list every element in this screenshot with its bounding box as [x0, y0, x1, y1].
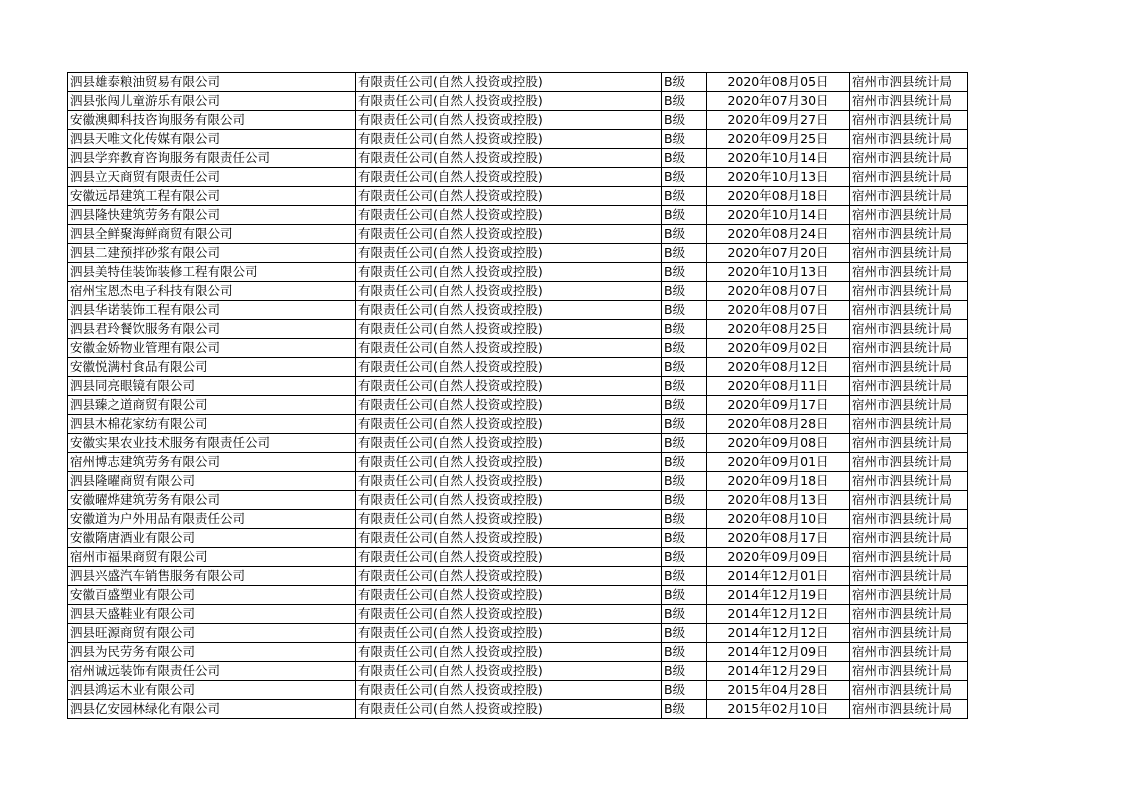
credit-grade-cell: B级: [662, 92, 707, 111]
credit-grade-cell: B级: [662, 700, 707, 719]
credit-grade-cell: B级: [662, 225, 707, 244]
date-cell: 2020年08月17日: [707, 529, 850, 548]
authority-cell: 宿州市泗县统计局: [850, 662, 968, 681]
company-type-cell: 有限责任公司(自然人投资或控股): [356, 396, 662, 415]
date-cell: 2020年08月18日: [707, 187, 850, 206]
table-row: [68, 130, 968, 149]
authority-cell: 宿州市泗县统计局: [850, 358, 968, 377]
credit-grade-cell: B级: [662, 586, 707, 605]
credit-grade-cell: B级: [662, 510, 707, 529]
credit-grade-cell: B级: [662, 263, 707, 282]
date-cell: 2020年10月14日: [707, 206, 850, 225]
credit-grade-cell: B级: [662, 624, 707, 643]
company-name-cell: 安徽百盛塑业有限公司: [68, 586, 356, 605]
authority-cell: 宿州市泗县统计局: [850, 263, 968, 282]
company-type-cell: 有限责任公司(自然人投资或控股): [356, 168, 662, 187]
company-type-cell: 有限责任公司(自然人投资或控股): [356, 491, 662, 510]
company-type-cell: 有限责任公司(自然人投资或控股): [356, 415, 662, 434]
authority-cell: 宿州市泗县统计局: [850, 130, 968, 149]
date-cell: 2014年12月12日: [707, 624, 850, 643]
authority-cell: 宿州市泗县统计局: [850, 244, 968, 263]
authority-cell: 宿州市泗县统计局: [850, 510, 968, 529]
company-name-cell: 泗县华诺装饰工程有限公司: [68, 301, 356, 320]
date-cell: 2020年09月09日: [707, 548, 850, 567]
authority-cell: 宿州市泗县统计局: [850, 149, 968, 168]
table-row: [68, 491, 968, 510]
company-type-cell: 有限责任公司(自然人投资或控股): [356, 263, 662, 282]
company-name-cell: 泗县美特佳装饰装修工程有限公司: [68, 263, 356, 282]
credit-grade-cell: B级: [662, 491, 707, 510]
credit-grade-cell: B级: [662, 662, 707, 681]
credit-grade-cell: B级: [662, 130, 707, 149]
date-cell: 2015年04月28日: [707, 681, 850, 700]
credit-grade-cell: B级: [662, 434, 707, 453]
company-type-cell: 有限责任公司(自然人投资或控股): [356, 73, 662, 92]
credit-grade-cell: B级: [662, 73, 707, 92]
company-name-cell: 安徽道为户外用品有限责任公司: [68, 510, 356, 529]
credit-grade-cell: B级: [662, 339, 707, 358]
credit-grade-cell: B级: [662, 377, 707, 396]
company-type-cell: 有限责任公司(自然人投资或控股): [356, 643, 662, 662]
table-row: [68, 434, 968, 453]
company-type-cell: 有限责任公司(自然人投资或控股): [356, 472, 662, 491]
table-row: [68, 111, 968, 130]
company-name-cell: 泗县木棉花家纺有限公司: [68, 415, 356, 434]
table-row: [68, 567, 968, 586]
company-name-cell: 安徽澳卿科技咨询服务有限公司: [68, 111, 356, 130]
date-cell: 2020年08月24日: [707, 225, 850, 244]
authority-cell: 宿州市泗县统计局: [850, 206, 968, 225]
authority-cell: 宿州市泗县统计局: [850, 339, 968, 358]
credit-grade-cell: B级: [662, 301, 707, 320]
date-cell: 2020年10月13日: [707, 263, 850, 282]
authority-cell: 宿州市泗县统计局: [850, 605, 968, 624]
authority-cell: 宿州市泗县统计局: [850, 472, 968, 491]
table-row: [68, 453, 968, 472]
authority-cell: 宿州市泗县统计局: [850, 301, 968, 320]
company-name-cell: 安徽远昂建筑工程有限公司: [68, 187, 356, 206]
credit-grade-cell: B级: [662, 187, 707, 206]
table-row: [68, 263, 968, 282]
date-cell: 2020年09月17日: [707, 396, 850, 415]
company-type-cell: 有限责任公司(自然人投资或控股): [356, 529, 662, 548]
credit-grade-cell: B级: [662, 358, 707, 377]
table-row: [68, 548, 968, 567]
credit-grade-cell: B级: [662, 567, 707, 586]
table-row: [68, 605, 968, 624]
authority-cell: 宿州市泗县统计局: [850, 168, 968, 187]
date-cell: 2014年12月09日: [707, 643, 850, 662]
company-name-cell: 泗县同亮眼镜有限公司: [68, 377, 356, 396]
table-row: [68, 225, 968, 244]
credit-grade-cell: B级: [662, 529, 707, 548]
company-name-cell: 泗县全鲜聚海鲜商贸有限公司: [68, 225, 356, 244]
table-row: [68, 168, 968, 187]
credit-grade-cell: B级: [662, 168, 707, 187]
table-row: [68, 662, 968, 681]
authority-cell: 宿州市泗县统计局: [850, 586, 968, 605]
company-type-cell: 有限责任公司(自然人投资或控股): [356, 111, 662, 130]
table-row: [68, 529, 968, 548]
date-cell: 2020年08月28日: [707, 415, 850, 434]
date-cell: 2020年08月11日: [707, 377, 850, 396]
company-type-cell: 有限责任公司(自然人投资或控股): [356, 700, 662, 719]
table-row: [68, 510, 968, 529]
date-cell: 2020年09月25日: [707, 130, 850, 149]
table-row: [68, 700, 968, 719]
table-body: [68, 73, 968, 719]
date-cell: 2020年07月20日: [707, 244, 850, 263]
company-type-cell: 有限责任公司(自然人投资或控股): [356, 358, 662, 377]
table-row: [68, 396, 968, 415]
authority-cell: 宿州市泗县统计局: [850, 434, 968, 453]
company-type-cell: 有限责任公司(自然人投资或控股): [356, 301, 662, 320]
date-cell: 2020年08月13日: [707, 491, 850, 510]
authority-cell: 宿州市泗县统计局: [850, 73, 968, 92]
company-name-cell: 泗县天盛鞋业有限公司: [68, 605, 356, 624]
table-row: [68, 472, 968, 491]
table-row: [68, 320, 968, 339]
company-name-cell: 安徽隋唐酒业有限公司: [68, 529, 356, 548]
company-type-cell: 有限责任公司(自然人投资或控股): [356, 377, 662, 396]
company-name-cell: 泗县立天商贸有限责任公司: [68, 168, 356, 187]
company-type-cell: 有限责任公司(自然人投资或控股): [356, 453, 662, 472]
date-cell: 2020年08月07日: [707, 301, 850, 320]
table-row: [68, 244, 968, 263]
company-name-cell: 泗县二建预拌砂浆有限公司: [68, 244, 356, 263]
company-name-cell: 泗县隆曜商贸有限公司: [68, 472, 356, 491]
authority-cell: 宿州市泗县统计局: [850, 624, 968, 643]
company-type-cell: 有限责任公司(自然人投资或控股): [356, 605, 662, 624]
company-type-cell: 有限责任公司(自然人投资或控股): [356, 662, 662, 681]
table-row: [68, 187, 968, 206]
table-row: [68, 358, 968, 377]
authority-cell: 宿州市泗县统计局: [850, 377, 968, 396]
company-name-cell: 宿州宝恩杰电子科技有限公司: [68, 282, 356, 301]
authority-cell: 宿州市泗县统计局: [850, 548, 968, 567]
company-type-cell: 有限责任公司(自然人投资或控股): [356, 339, 662, 358]
authority-cell: 宿州市泗县统计局: [850, 567, 968, 586]
date-cell: 2020年08月25日: [707, 320, 850, 339]
authority-cell: 宿州市泗县统计局: [850, 92, 968, 111]
company-type-cell: 有限责任公司(自然人投资或控股): [356, 548, 662, 567]
company-name-cell: 泗县天唯文化传媒有限公司: [68, 130, 356, 149]
table-row: [68, 301, 968, 320]
company-type-cell: 有限责任公司(自然人投资或控股): [356, 225, 662, 244]
date-cell: 2014年12月01日: [707, 567, 850, 586]
authority-cell: 宿州市泗县统计局: [850, 282, 968, 301]
table-row: [68, 206, 968, 225]
credit-grade-cell: B级: [662, 415, 707, 434]
date-cell: 2020年08月10日: [707, 510, 850, 529]
company-name-cell: 安徽金娇物业管理有限公司: [68, 339, 356, 358]
credit-grade-cell: B级: [662, 605, 707, 624]
date-cell: 2020年08月12日: [707, 358, 850, 377]
credit-grade-cell: B级: [662, 643, 707, 662]
date-cell: 2015年02月10日: [707, 700, 850, 719]
authority-cell: 宿州市泗县统计局: [850, 187, 968, 206]
company-type-cell: 有限责任公司(自然人投资或控股): [356, 567, 662, 586]
authority-cell: 宿州市泗县统计局: [850, 415, 968, 434]
date-cell: 2020年09月02日: [707, 339, 850, 358]
credit-grade-cell: B级: [662, 396, 707, 415]
company-name-cell: 宿州市福果商贸有限公司: [68, 548, 356, 567]
authority-cell: 宿州市泗县统计局: [850, 111, 968, 130]
company-type-cell: 有限责任公司(自然人投资或控股): [356, 149, 662, 168]
date-cell: 2020年09月18日: [707, 472, 850, 491]
company-type-cell: 有限责任公司(自然人投资或控股): [356, 92, 662, 111]
date-cell: 2014年12月29日: [707, 662, 850, 681]
credit-grade-cell: B级: [662, 320, 707, 339]
company-name-cell: 泗县张闯儿童游乐有限公司: [68, 92, 356, 111]
company-type-cell: 有限责任公司(自然人投资或控股): [356, 206, 662, 225]
company-name-cell: 泗县学弈教育咨询服务有限责任公司: [68, 149, 356, 168]
table-row: [68, 92, 968, 111]
authority-cell: 宿州市泗县统计局: [850, 491, 968, 510]
company-name-cell: 泗县为民劳务有限公司: [68, 643, 356, 662]
company-name-cell: 泗县鸿运木业有限公司: [68, 681, 356, 700]
table-row: [68, 415, 968, 434]
date-cell: 2020年10月13日: [707, 168, 850, 187]
company-type-cell: 有限责任公司(自然人投资或控股): [356, 681, 662, 700]
credit-grade-cell: B级: [662, 681, 707, 700]
company-name-cell: 泗县君玲餐饮服务有限公司: [68, 320, 356, 339]
company-type-cell: 有限责任公司(自然人投资或控股): [356, 434, 662, 453]
table-row: [68, 586, 968, 605]
company-type-cell: 有限责任公司(自然人投资或控股): [356, 244, 662, 263]
date-cell: 2020年09月27日: [707, 111, 850, 130]
company-type-cell: 有限责任公司(自然人投资或控股): [356, 320, 662, 339]
credit-grade-cell: B级: [662, 453, 707, 472]
date-cell: 2020年09月08日: [707, 434, 850, 453]
table-row: [68, 73, 968, 92]
company-name-cell: 泗县雄泰粮油贸易有限公司: [68, 73, 356, 92]
company-name-cell: 泗县兴盛汽车销售服务有限公司: [68, 567, 356, 586]
credit-grade-cell: B级: [662, 472, 707, 491]
table-row: [68, 624, 968, 643]
company-name-cell: 泗县旺源商贸有限公司: [68, 624, 356, 643]
date-cell: 2020年08月07日: [707, 282, 850, 301]
date-cell: 2014年12月19日: [707, 586, 850, 605]
authority-cell: 宿州市泗县统计局: [850, 681, 968, 700]
date-cell: 2020年07月30日: [707, 92, 850, 111]
company-name-cell: 泗县隆快建筑劳务有限公司: [68, 206, 356, 225]
company-name-cell: 安徽曜烨建筑劳务有限公司: [68, 491, 356, 510]
date-cell: 2014年12月12日: [707, 605, 850, 624]
company-type-cell: 有限责任公司(自然人投资或控股): [356, 130, 662, 149]
authority-cell: 宿州市泗县统计局: [850, 529, 968, 548]
table-row: [68, 681, 968, 700]
company-name-cell: 宿州诚远装饰有限责任公司: [68, 662, 356, 681]
authority-cell: 宿州市泗县统计局: [850, 643, 968, 662]
table-row: [68, 282, 968, 301]
table-row: [68, 377, 968, 396]
credit-grade-cell: B级: [662, 111, 707, 130]
credit-grade-cell: B级: [662, 206, 707, 225]
authority-cell: 宿州市泗县统计局: [850, 700, 968, 719]
table-row: [68, 149, 968, 168]
company-name-cell: 安徽悦满村食品有限公司: [68, 358, 356, 377]
credit-grade-cell: B级: [662, 282, 707, 301]
company-name-cell: 安徽实果农业技术服务有限责任公司: [68, 434, 356, 453]
authority-cell: 宿州市泗县统计局: [850, 396, 968, 415]
authority-cell: 宿州市泗县统计局: [850, 320, 968, 339]
company-credit-table: [67, 72, 968, 719]
company-type-cell: 有限责任公司(自然人投资或控股): [356, 510, 662, 529]
company-name-cell: 宿州博志建筑劳务有限公司: [68, 453, 356, 472]
company-name-cell: 泗县臻之道商贸有限公司: [68, 396, 356, 415]
company-type-cell: 有限责任公司(自然人投资或控股): [356, 187, 662, 206]
table-row: [68, 339, 968, 358]
company-type-cell: 有限责任公司(自然人投资或控股): [356, 586, 662, 605]
authority-cell: 宿州市泗县统计局: [850, 453, 968, 472]
authority-cell: 宿州市泗县统计局: [850, 225, 968, 244]
company-type-cell: 有限责任公司(自然人投资或控股): [356, 624, 662, 643]
company-name-cell: 泗县亿安园林绿化有限公司: [68, 700, 356, 719]
table-row: [68, 643, 968, 662]
credit-grade-cell: B级: [662, 244, 707, 263]
date-cell: 2020年08月05日: [707, 73, 850, 92]
credit-grade-cell: B级: [662, 149, 707, 168]
date-cell: 2020年09月01日: [707, 453, 850, 472]
date-cell: 2020年10月14日: [707, 149, 850, 168]
credit-grade-cell: B级: [662, 548, 707, 567]
company-type-cell: 有限责任公司(自然人投资或控股): [356, 282, 662, 301]
